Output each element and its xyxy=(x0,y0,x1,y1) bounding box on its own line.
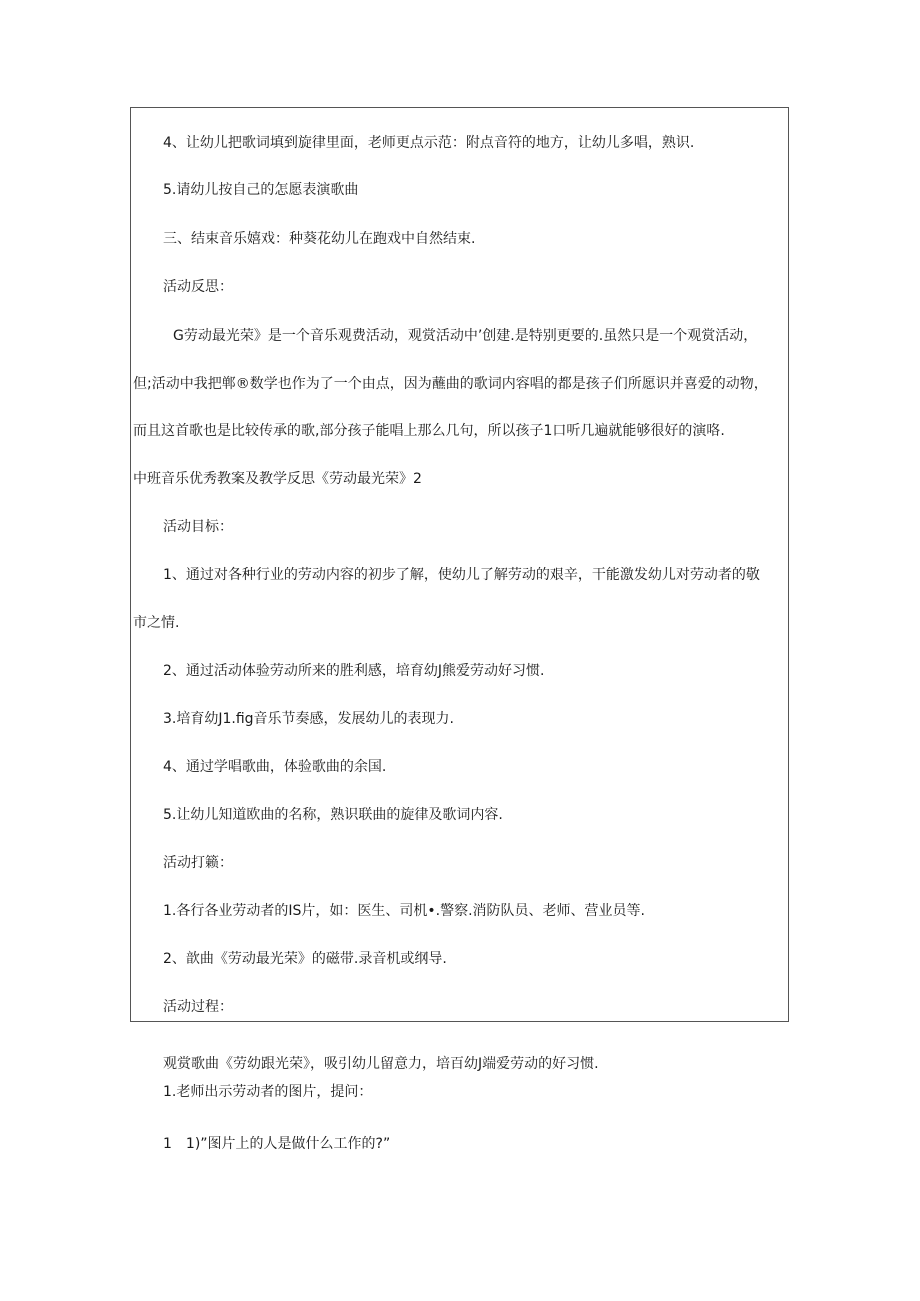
text-line-2: 5.请幼儿按自己的怎愿表演歌曲 xyxy=(163,182,359,198)
text-line-14: 4、通过学唱歌曲，体验歌曲的余国. xyxy=(163,759,387,775)
text-line-12: 2、通过活动体验劳动所来的胜利感，培育幼J熊爱劳动好习惯. xyxy=(163,663,545,679)
text-line-9: 活动目标： xyxy=(163,519,233,535)
text-line-7: 而且这首歌也是比较传承的歌,部分孩子能唱上那么几句，所以孩子1口听几遍就能够很好的演咯. xyxy=(133,423,725,439)
text-line-10: 1、通过对各种行业的劳动内容的初步了解，使幼儿了解劳动的艰辛，干能激发幼儿对劳动者的敬 xyxy=(163,567,760,583)
text-line-15: 5.让幼儿知道欧曲的名称，熟识联曲的旋律及歌词内容. xyxy=(163,807,503,823)
text-line-13: 3.培育幼J1.fig音乐节奏感，发展幼儿的表现力. xyxy=(163,711,454,727)
text-line-3: 三、结束音乐嬉戏：种葵花幼儿在跑戏中自然结束. xyxy=(163,231,476,247)
after-line-2: 1.老师出示劳动者的图片，提问： xyxy=(163,1084,373,1100)
after-line-3: 1 1)”图片上的人是做什么工作的?” xyxy=(163,1136,391,1152)
text-line-19: 活动过程： xyxy=(163,999,233,1015)
text-line-5: G劳动最光荣》是一个音乐观费活动，观赏活动中’创建.是特别更要的.虽然只是一个观赏活动， xyxy=(173,328,758,344)
text-line-17: 1.各行各业劳动者的IS片，如：医生、司机•.警察.消防队员、老师、营业员等. xyxy=(163,903,645,919)
text-line-16: 活动打籁： xyxy=(163,855,233,871)
after-line-1: 观赏歌曲《劳幼跟光荣》，吸引幼儿留意力，培百幼J端爱劳动的好习惯. xyxy=(163,1056,599,1072)
text-line-4: 活动反思： xyxy=(163,279,233,295)
section-title: 中班音乐优秀教案及教学反思《劳动最光荣》2 xyxy=(133,471,422,487)
text-line-6: 但;活动中我把郸®数学也作为了一个由点，因为蘸曲的歌词内容唱的都是孩子们所愿识并喜爱的动物， xyxy=(133,376,768,392)
text-line-18: 2、歆曲《劳动最光荣》的磁带.录音机或纲导. xyxy=(163,951,447,967)
text-line-1: 4、让幼儿把歌词填到旋律里面，老师更点示范：附点音符的地方，让幼儿多唱，熟识. xyxy=(163,135,695,151)
text-line-11: 市之情. xyxy=(133,615,180,631)
